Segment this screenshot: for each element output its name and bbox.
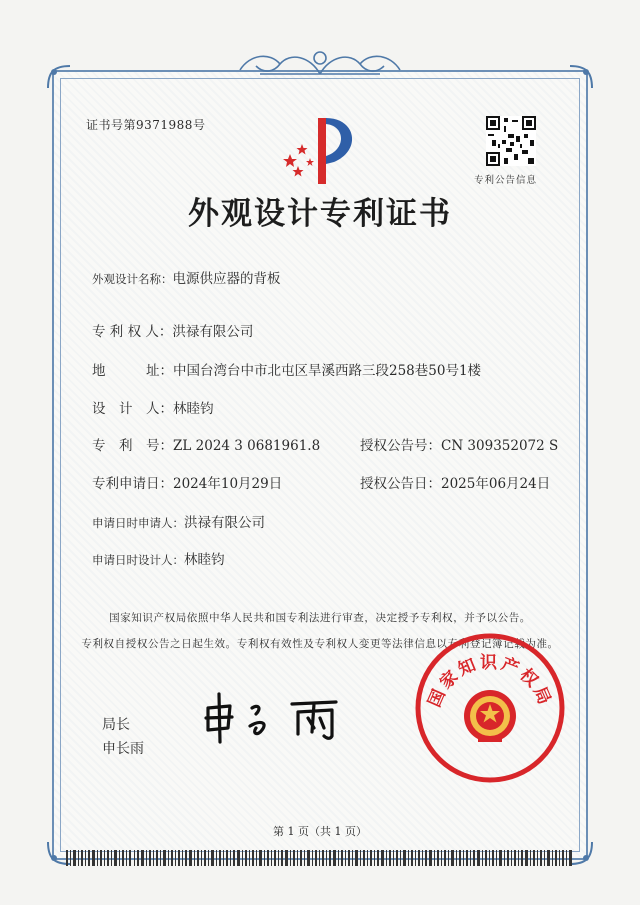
field-value: 洪禄有限公司	[184, 515, 265, 531]
field-value: CN 309352072 S	[441, 438, 559, 454]
top-ornament-icon	[220, 44, 420, 84]
field-value: ZL 2024 3 0681961.8	[173, 438, 321, 454]
seal-text: 国家知识产权局	[424, 653, 556, 711]
barcode-icon	[66, 850, 574, 866]
qr-code-icon	[486, 116, 536, 166]
field-label: 申请日时申请人：	[92, 516, 184, 530]
director-name: 申长雨	[102, 741, 144, 757]
page-number: 第 1 页（共 1 页）	[273, 825, 367, 838]
grant-pub-date-row	[360, 472, 550, 492]
address-row	[92, 359, 481, 379]
signature-icon	[200, 686, 350, 746]
design-name-row	[92, 267, 281, 287]
certificate-number: 证书号第9371988号	[86, 118, 206, 132]
field-value: 林睦钧	[173, 401, 214, 417]
designer-row	[92, 397, 214, 417]
field-label: 专 利 权 人：	[92, 324, 173, 340]
cnipa-logo-icon	[276, 110, 366, 190]
patent-number-row	[92, 434, 320, 454]
field-value: 中国台湾台中市北屯区旱溪西路三段258巷50号1楼	[173, 363, 482, 379]
official-seal-icon	[414, 632, 566, 784]
applicant-on-filing-row	[92, 511, 265, 531]
field-label: 设 计 人：	[92, 401, 173, 417]
corner-ornament-icon	[566, 62, 596, 92]
page-title: 外观设计专利证书	[188, 196, 452, 232]
field-value: 电源供应器的背板	[172, 271, 281, 287]
field-value: 2025年06月24日	[441, 476, 551, 492]
field-label: 申请日时设计人：	[92, 553, 184, 567]
grant-pub-number-row	[360, 434, 558, 454]
field-value: 2024年10月29日	[173, 476, 283, 492]
designer-on-filing-row	[92, 548, 225, 568]
field-label: 专 利 号：	[92, 438, 173, 454]
corner-ornament-icon	[44, 62, 74, 92]
patentee-row	[92, 320, 253, 340]
field-label: 地 址：	[92, 363, 173, 379]
field-value: 洪禄有限公司	[172, 324, 254, 340]
field-label: 授权公告日：	[360, 476, 441, 492]
qr-caption: 专利公告信息	[474, 175, 538, 186]
field-label: 授权公告号：	[360, 438, 441, 454]
notice-line: 国家知识产权局依照中华人民共和国专利法进行审查，决定授予专利权，并予以公告。	[109, 612, 531, 624]
notice-line: 专利权自授权公告之日起生效。专利权有效性及专利权人变更等法律信息以专利登记簿记载为准。	[81, 638, 559, 650]
filing-date-row	[92, 472, 282, 492]
field-value: 林睦钧	[184, 552, 225, 568]
director-title: 局长	[102, 717, 130, 733]
field-label: 外观设计名称：	[92, 272, 173, 286]
field-label: 专利申请日：	[92, 476, 173, 492]
